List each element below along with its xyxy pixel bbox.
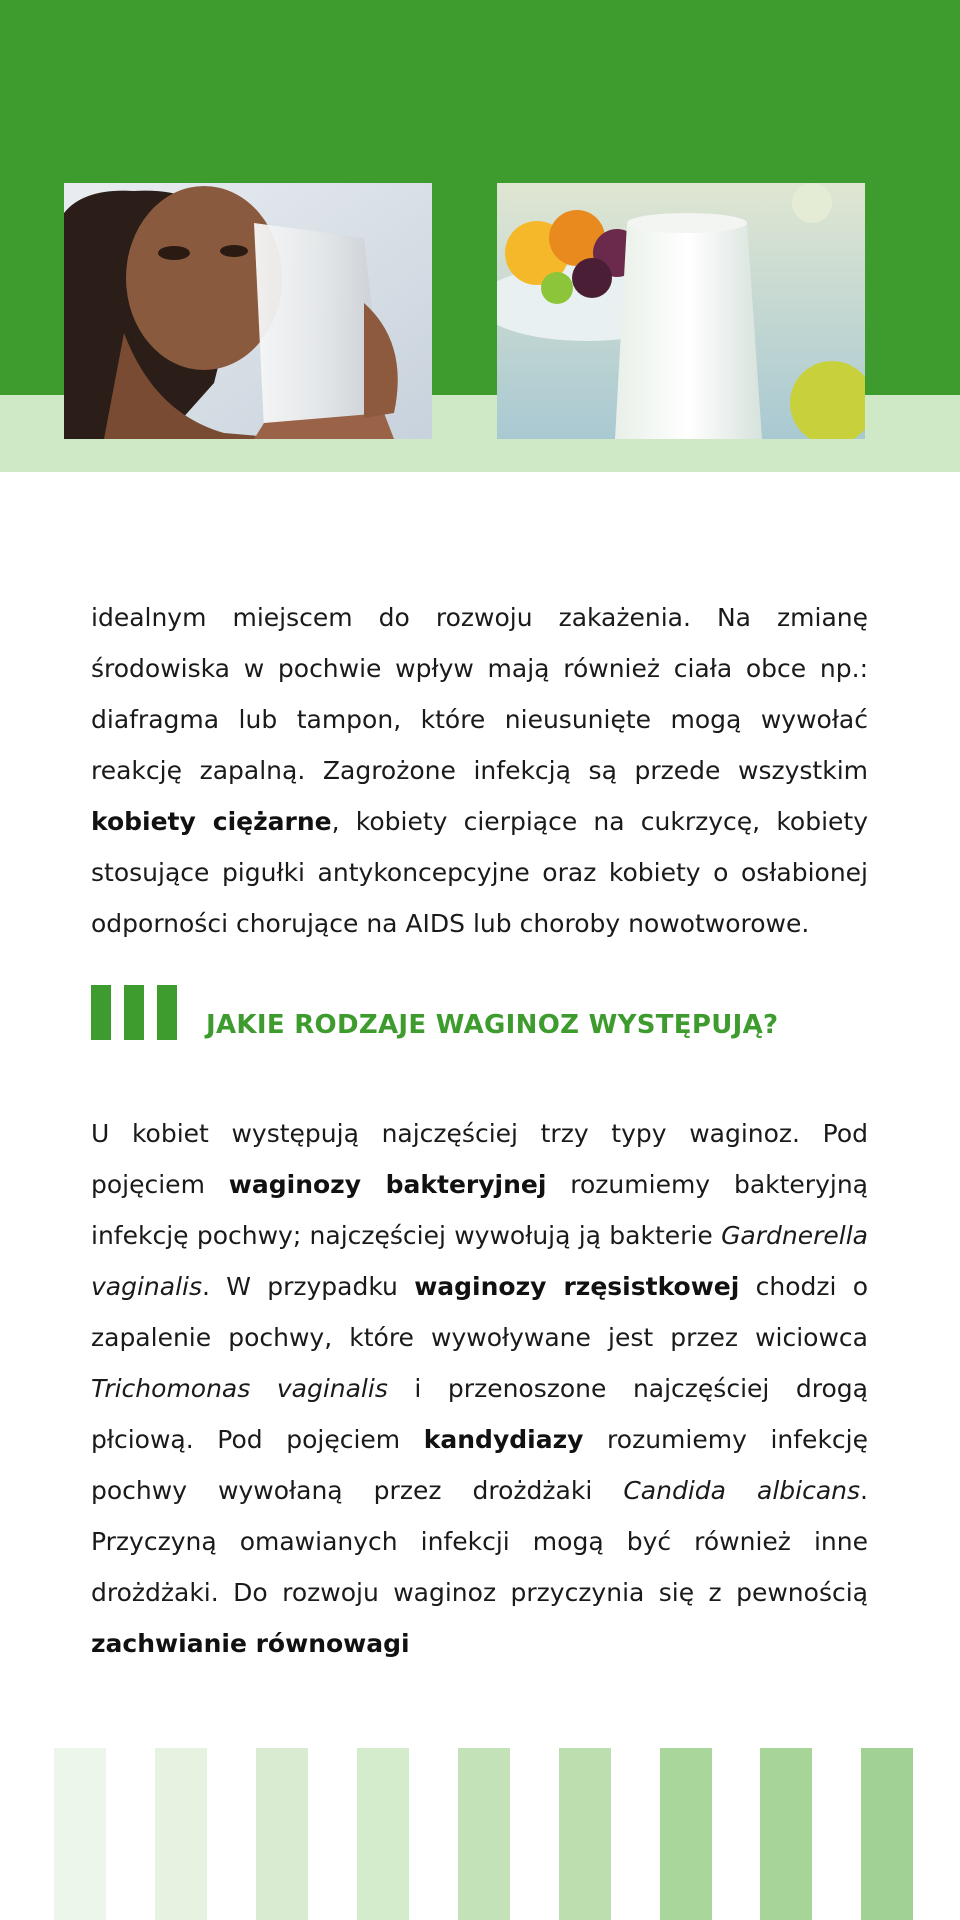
bold-term: kandydiazy — [423, 1425, 584, 1454]
paragraph-text: chodzi o zapalenie pochwy, które wywoływane jest przez wiciowca — [91, 1272, 869, 1352]
marker-bar — [157, 985, 177, 1040]
woman-drinking-milk-photo — [64, 183, 432, 439]
italic-term: Trichomonas vaginalis — [91, 1374, 388, 1403]
bold-term: waginozy bakteryjnej — [228, 1170, 547, 1199]
marker-bar — [91, 985, 111, 1040]
paragraph-text: . Przyczyną omawianych infekcji mogą być również inne drożdżaki. Do rozwoju waginoz przyczynia się z pewnością — [91, 1476, 868, 1607]
paragraph-text: . W przypadku — [202, 1272, 415, 1301]
stripe — [155, 1748, 207, 1920]
stripe — [861, 1748, 913, 1920]
bold-term: waginozy rzęsistkowej — [414, 1272, 740, 1301]
italic-term: Gardnerella vaginalis — [91, 1221, 868, 1301]
glass-of-milk-with-fruit-photo — [497, 183, 865, 439]
bold-term: zachwianie równowagi — [91, 1629, 410, 1658]
paragraph-text: rozumiemy bakteryjną infekcję pochwy; najczęściej wywołują ją bakterie — [91, 1170, 868, 1250]
paragraph-text: U kobiet występują najczęściej trzy typy waginoz. Pod pojęciem — [91, 1119, 868, 1199]
stripe — [256, 1748, 308, 1920]
paragraph-text: idealnym miejscem do rozwoju zakażenia. Na zmianę środowiska w pochwie wpływ mają również ciała obce np.: diafragma lub tampon, które nieusunięte mogą wywołać reakcję zapalną. Zagrożone infekcją są przede wszystkim — [91, 603, 868, 785]
section-marker-bars — [91, 985, 179, 1040]
stripe — [458, 1748, 510, 1920]
paragraph-text: rozumiemy infekcję pochwy wywołaną przez drożdżaki — [91, 1425, 868, 1505]
section-heading: JAKIE RODZAJE WAGINOZ WYSTĘPUJĄ? — [206, 1010, 779, 1040]
marker-bar — [124, 985, 144, 1040]
stripe — [54, 1748, 106, 1920]
decorative-stripes — [0, 1748, 960, 1920]
stripe — [357, 1748, 409, 1920]
stripe — [760, 1748, 812, 1920]
stripe — [559, 1748, 611, 1920]
stripe — [660, 1748, 712, 1920]
italic-term: Candida albicans — [623, 1476, 861, 1505]
intro-paragraph — [91, 592, 868, 949]
bold-term: kobiety ciężarne — [91, 807, 332, 836]
types-paragraph — [91, 1108, 868, 1669]
paragraph-text: , kobiety cierpiące na cukrzycę, kobiety stosujące pigułki antykoncepcyjne oraz kobiety o osłabionej odporności chorujące na AIDS lub choroby nowotworowe. — [91, 807, 868, 938]
paragraph-text: i przenoszone najczęściej drogą płciową. Pod pojęciem — [91, 1374, 868, 1454]
